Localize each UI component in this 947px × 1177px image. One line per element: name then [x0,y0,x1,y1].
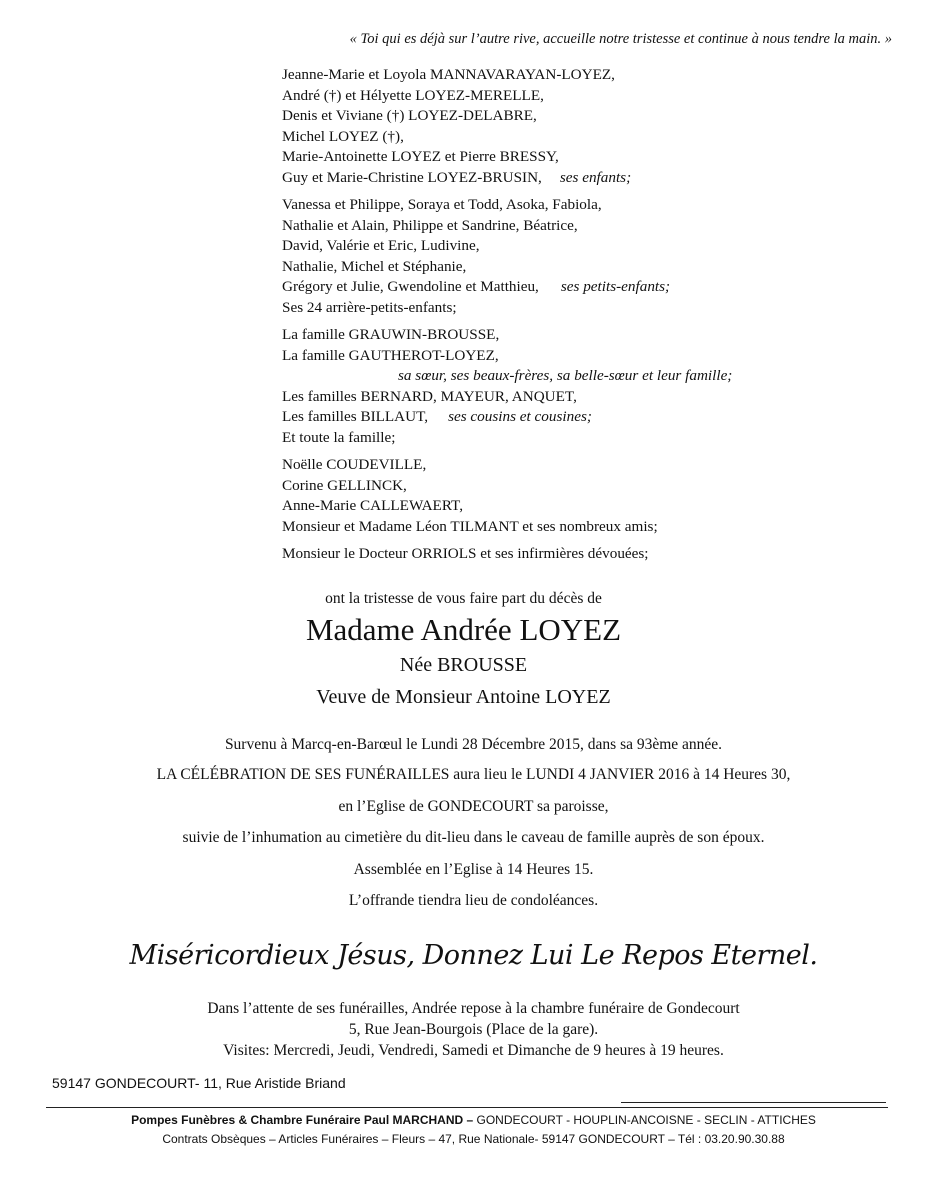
family-line: La famille GAUTHEROT-LOYEZ, [282,346,499,364]
role-label: ses petits-enfants; [560,278,671,295]
family-line: Guy et Marie-Christine LOYEZ-BRUSIN, [282,168,542,186]
announcement-line: L’offrande tiendra lieu de condoléances. [348,892,599,909]
children-group [282,65,732,188]
role-label: ses cousins et cousines; [448,408,592,425]
deceased-name: Madame Andrée LOYEZ [305,612,622,647]
family-line: Grégory et Julie, Gwendoline et Matthieu, [282,278,539,295]
announcement-line: Survenu à Marcq-en-Barœul le Lundi 28 Décembre 2015, dans sa 93ème année. [224,736,723,753]
family-line-with-role [282,277,732,298]
friends-group [282,455,732,537]
announcement-line: LA CÉLÉBRATION DE SES FUNÉRAILLES aura lieu le LUNDI 4 JANVIER 2016 à 14 Heures 30, [156,766,791,783]
family-line: Denis et Viviane (†) LOYEZ-DELABRE, [282,107,537,124]
family-line: Vanessa et Philippe, Soraya et Todd, Asoka, Fabiola, [282,196,602,213]
epigraph-quote: « Toi qui es déjà sur l’autre rive, accueille notre tristesse et continue à nous tendre la main. » [349,31,892,47]
announcement-line: en l’Eglise de GONDECOURT sa paroisse, [338,798,609,815]
extended-family-group [282,325,732,448]
family-line: Nathalie et Alain, Philippe et Sandrine, Béatrice, [282,216,578,234]
family-line: Monsieur et Madame Léon TILMANT et ses nombreux amis; [282,517,658,535]
family-line: Les familles BILLAUT, [282,408,429,425]
footer-services-line: Contrats Obsèques – Articles Funéraires – Fleurs – 47, Rue Nationale- 59147 GONDECOURT – Tél : 03.20.90.30.88 [162,1132,785,1146]
intro-text: ont la tristesse de vous faire part du décès de [325,590,602,607]
footer-divider [46,1107,888,1108]
wake-line: Visites: Mercredi, Jeudi, Vendredi, Samedi et Dimanche de 9 heures à 19 heures. [223,1042,724,1059]
prayer-line: Miséricordieux Jésus, Donnez Lui Le Repos Eternel. [129,940,818,971]
family-line: David, Valérie et Eric, Ludivine, [282,237,480,254]
family-line: Les familles BERNARD, MAYEUR, ANQUET, [282,387,577,405]
family-line: Noëlle COUDEVILLE, [282,456,427,473]
family-line: André (†) et Hélyette LOYEZ-MERELLE, [282,86,544,104]
family-line: Michel LOYEZ (†), [282,127,404,145]
family-line: Jeanne-Marie et Loyola MANNAVARAYAN-LOYEZ, [282,66,615,83]
company-name: Pompes Funèbres & Chambre Funéraire Paul MARCHAND – [131,1113,474,1127]
wake-line: Dans l’attente de ses funérailles, Andrée repose à la chambre funéraire de Gondecourt [207,1000,740,1017]
family-line: Ses 24 arrière-petits-enfants; [282,298,457,316]
funeral-home-address: 59147 GONDECOURT- 11, Rue Aristide Briand [52,1075,346,1091]
family-line: La famille GRAUWIN-BROUSSE, [282,326,500,343]
signature-line [621,1102,886,1103]
family-line: Marie-Antoinette LOYEZ et Pierre BRESSY, [282,148,559,165]
family-line-with-role [282,407,732,428]
family-line: Et toute la famille; [282,428,396,446]
family-line: Nathalie, Michel et Stéphanie, [282,257,467,275]
widow-of: Veuve de Monsieur Antoine LOYEZ [316,686,611,708]
announcement-line: Assemblée en l’Eglise à 14 Heures 15. [353,861,594,878]
maiden-name: Née BROUSSE [399,654,528,676]
family-line: Corine GELLINCK, [282,476,407,494]
wake-line: 5, Rue Jean-Bourgois (Place de la gare). [348,1021,599,1038]
company-locations: GONDECOURT - HOUPLIN-ANCOISNE - SECLIN - ATTICHES [473,1113,816,1127]
role-label: sa sœur, ses beaux-frères, sa belle-sœur et leur famille; [398,367,733,384]
family-line: Anne-Marie CALLEWAERT, [282,497,464,514]
footer-company-line [0,1113,947,1127]
family-line-with-role [282,168,732,189]
doctor-line: Monsieur le Docteur ORRIOLS et ses infirmières dévouées; [282,545,649,562]
grandchildren-group [282,195,732,318]
family-list [282,65,732,565]
role-label: ses enfants; [559,168,632,186]
announcement-line: suivie de l’inhumation au cimetière du dit-lieu dans le caveau de famille auprès de son époux. [182,829,765,846]
